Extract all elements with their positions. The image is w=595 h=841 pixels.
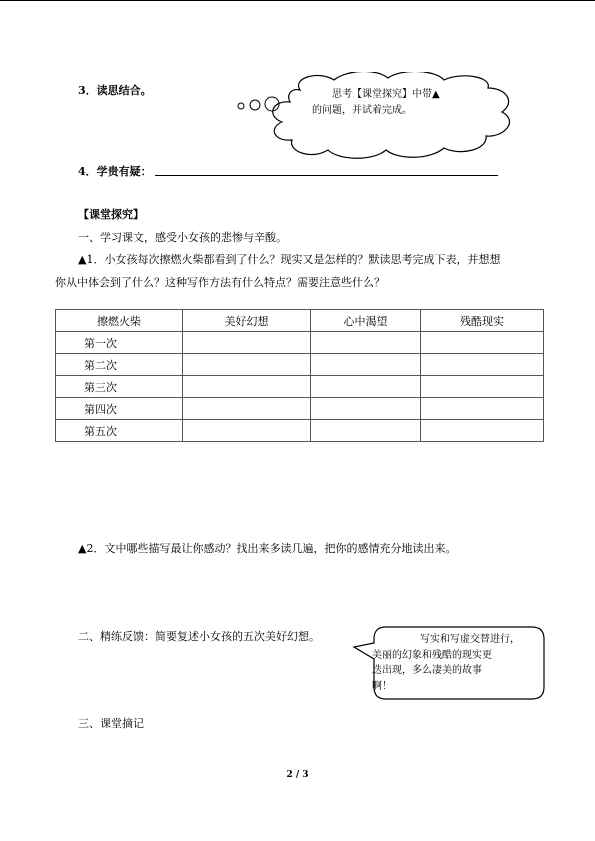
- table-row: [56, 376, 544, 398]
- table-cell[interactable]: [183, 354, 311, 376]
- page-number: 2 / 3: [286, 770, 309, 780]
- question1-line1: ▲1．小女孩每次擦燃火柴都看到了什么？现实又是怎样的？默读思考完成下表，并想想: [78, 253, 501, 266]
- top-rule: [0, 0, 595, 1]
- speech-line: 迭出现，多么凄美的故事: [372, 665, 482, 676]
- question2: ▲2．文中哪些描写最让你感动？找出来多读几遍，把你的感情充分地读出来。: [78, 542, 457, 555]
- cloud-line: 思考【课堂探究】中带▲: [332, 89, 440, 100]
- cloud-line: 的问题，并试着完成。: [312, 105, 412, 116]
- row-label: 第三次: [56, 376, 183, 398]
- table-row: [56, 332, 544, 354]
- question-fill-line: [155, 175, 498, 176]
- match-table: [55, 309, 544, 442]
- row-label: 第四次: [56, 398, 183, 420]
- table-header: 美好幻想: [183, 310, 311, 332]
- row-label: 第二次: [56, 354, 183, 376]
- speech-line: 写实和写虚交替进行，: [420, 634, 520, 645]
- table-cell[interactable]: [311, 376, 421, 398]
- row-label: 第一次: [56, 332, 183, 354]
- speech-line: 啊！: [372, 680, 392, 692]
- part3-notes: 三、课堂摘记: [78, 717, 144, 730]
- table-row: [56, 398, 544, 420]
- speech-line: 美丽的幻象和残酷的现实更: [372, 649, 492, 661]
- table-row: [56, 354, 544, 376]
- question1-line2: 你从中体会到了什么？这种写作方法有什么特点？需要注意些什么？: [55, 276, 385, 289]
- speech-text: [372, 632, 542, 694]
- row-label: 第五次: [56, 420, 183, 442]
- part2-feedback: 二、精练反馈：简要复述小女孩的五次美好幻想。: [78, 630, 320, 643]
- table-cell[interactable]: [183, 398, 311, 420]
- table-cell[interactable]: [311, 332, 421, 354]
- table-cell[interactable]: [311, 398, 421, 420]
- table-header: 擦燃火柴: [56, 310, 183, 332]
- table-cell[interactable]: [421, 420, 544, 442]
- part1-intro: 一、学习课文，感受小女孩的悲惨与辛酸。: [78, 231, 287, 244]
- table-cell[interactable]: [183, 420, 311, 442]
- table-cell[interactable]: [421, 354, 544, 376]
- cloud-text: [312, 87, 472, 119]
- table-cell[interactable]: [183, 376, 311, 398]
- table-cell[interactable]: [311, 420, 421, 442]
- section3-title: 3．读思结合。: [78, 84, 152, 97]
- section4-title: 4．学贵有疑：: [78, 165, 152, 178]
- table-header: 心中渴望: [311, 310, 421, 332]
- table-cell[interactable]: [421, 398, 544, 420]
- table-header-row: [56, 310, 544, 332]
- table-cell[interactable]: [311, 354, 421, 376]
- table-row: [56, 420, 544, 442]
- table-cell[interactable]: [421, 376, 544, 398]
- table-header: 残酷现实: [421, 310, 544, 332]
- table-cell[interactable]: [183, 332, 311, 354]
- table-cell[interactable]: [421, 332, 544, 354]
- explore-heading: 【课堂探究】: [78, 208, 144, 221]
